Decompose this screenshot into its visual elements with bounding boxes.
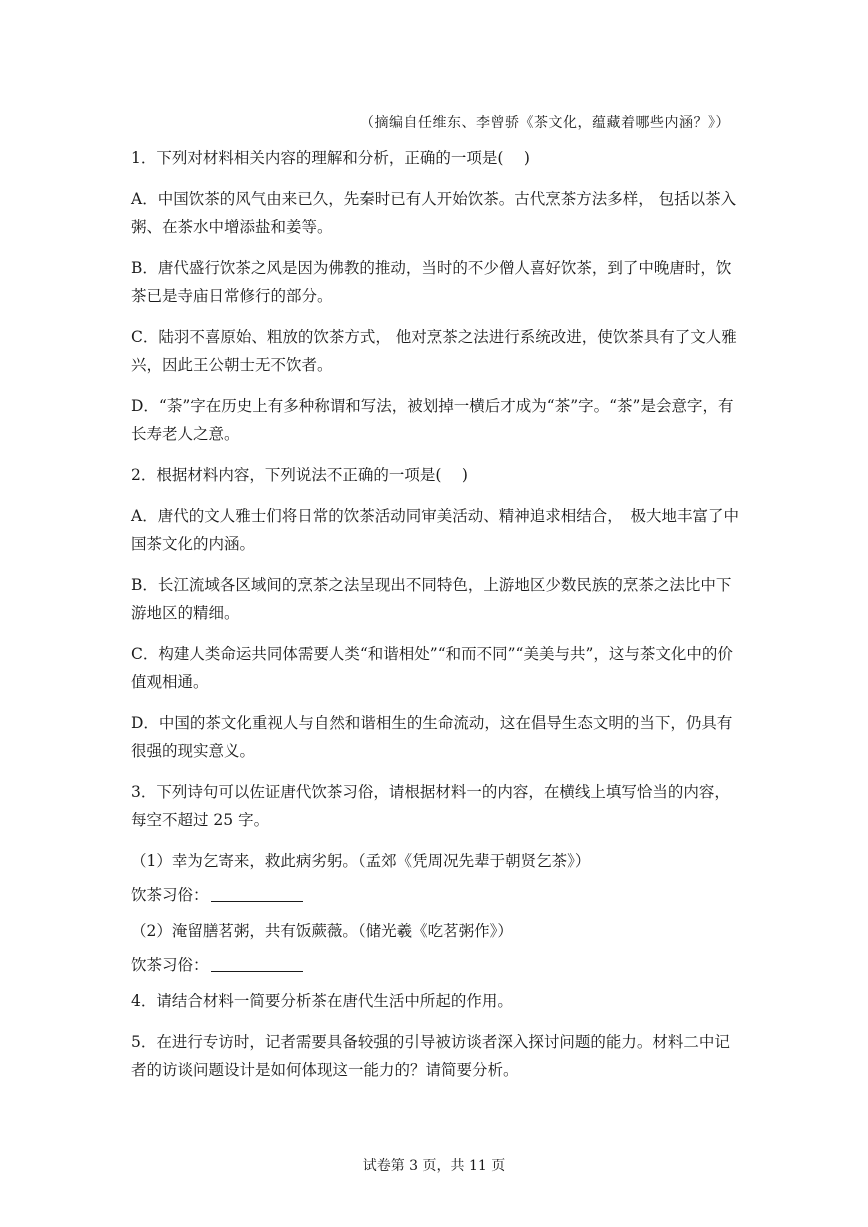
answer-blank-1[interactable] [211,883,303,902]
question-2-option-b: B．长江流域各区域间的烹茶之法呈现出不同特色，上游地区少数民族的烹茶之法比中下游地区的精细。 [131,576,732,622]
question-1-stem: 1．下列对材料相关内容的理解和分析，正确的一项是( ) [131,149,530,167]
source-citation: （摘编自任维东、李曾骄《茶文化，蕴藏着哪些内涵？》） [360,115,730,131]
questions-content [131,144,739,1097]
question-1-option-d: D．“荼”字在历史上有多种称谓和写法，被划掉一横后才成为“茶”字。“茶”是会意字，有长寿老人之意。 [131,397,734,443]
question-5-stem: 5．在进行专访时，记者需要具备较强的引导被访谈者深入探讨问题的能力。材料二中记者的访谈问题设计是如何体现这一能力的？请简要分析。 [131,1033,730,1079]
question-3-sub-1: （1）幸为乞寄来，救此病劣躬。（孟郊《凭周况先辈于朝贤乞茶》） [131,852,591,870]
question-4-stem: 4．请结合材料一简要分析茶在唐代生活中所起的作用。 [131,992,513,1010]
question-1-option-b: B．唐代盛行饮茶之风是因为佛教的推动，当时的不少僧人喜好饮茶，到了中晚唐时，饮茶已是寺庙日常修行的部分。 [131,259,732,305]
question-3-blank-2 [131,951,739,979]
blank-2-label: 饮茶习俗： [131,956,209,974]
question-3-blank-1 [131,881,739,909]
answer-blank-2[interactable] [211,953,303,972]
question-2-option-d: D．中国的茶文化重视人与自然和谐相生的生命流动，这在倡导生态文明的当下，仍具有很强的现实意义。 [131,714,733,760]
question-2-stem: 2．根据材料内容，下列说法不正确的一项是( ) [131,466,468,484]
page-footer: 试卷第 3 页，共 11 页 [362,1158,506,1174]
question-3-stem: 3．下列诗句可以佐证唐代饮茶习俗，请根据材料一的内容，在横线上填写恰当的内容，每空不超过 25 字。 [131,783,730,829]
question-1-option-c: C．陆羽不喜原始、粗放的饮茶方式， 他对烹茶之法进行系统改进，使饮茶具有了文人雅兴，因此王公朝士无不饮者。 [131,328,737,374]
blank-1-label: 饮茶习俗： [131,886,209,904]
question-2-option-c: C．构建人类命运共同体需要人类“和谐相处”“和而不同”“美美与共”，这与茶文化中的价值观相通。 [131,645,733,691]
question-2-option-a: A．唐代的文人雅士们将日常的饮茶活动同审美活动、精神追求相结合， 极大地丰富了中国茶文化的内涵。 [131,507,739,553]
question-1-option-a: A．中国饮茶的风气由来已久，先秦时已有人开始饮茶。古代烹茶方法多样， 包括以茶入粥、在茶水中增添盐和姜等。 [131,190,737,236]
question-3-sub-2: （2）淹留膳茗粥，共有饭蕨薇。（储光羲《吃茗粥作》） [131,922,513,940]
